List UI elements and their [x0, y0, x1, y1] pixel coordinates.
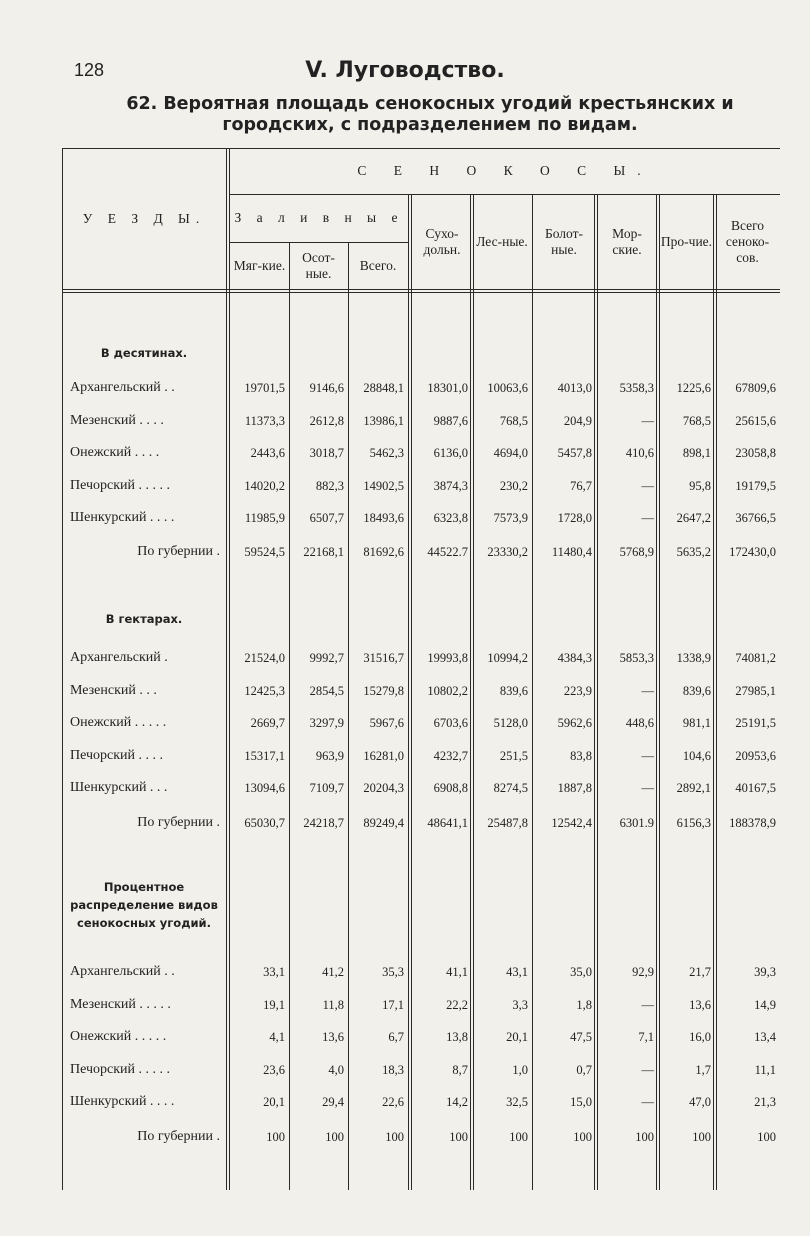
cell-value: 9887,6 — [433, 413, 468, 428]
cell-value: 14,2 — [446, 1095, 468, 1109]
total-value: 100 — [635, 1130, 654, 1144]
cell-value: 11373,3 — [244, 413, 285, 428]
cell-value: — — [641, 748, 654, 763]
total-value: 6156,3 — [676, 816, 711, 830]
cell-value: 25615,6 — [735, 413, 776, 428]
total-value: 48641,1 — [427, 816, 468, 830]
cell-value: 1,8 — [576, 997, 592, 1012]
cell-value: 2854,5 — [309, 683, 344, 698]
cell-value: 1728,0 — [557, 511, 592, 525]
cell-value: 29,4 — [322, 1095, 344, 1109]
cell-value: 12425,3 — [244, 683, 285, 698]
row-label: Архангельский . — [70, 650, 168, 665]
cell-value: — — [641, 997, 654, 1012]
cell-value: 7,1 — [638, 1030, 654, 1044]
cell-value: 5853,3 — [619, 651, 654, 665]
total-value: 44522.7 — [427, 545, 468, 559]
chapter-heading: V. Луговодство. — [305, 58, 505, 83]
cell-value: 47,5 — [570, 1030, 592, 1044]
header-zalivnye: З а л и в н ы е — [234, 210, 404, 225]
cell-value: 39,3 — [754, 965, 776, 979]
header-col-6: Мор-ские. — [612, 225, 642, 257]
cell-value: 1887,8 — [557, 781, 592, 795]
cell-value: 41,1 — [446, 965, 468, 979]
header-col-5: Болот-ные. — [544, 225, 584, 257]
cell-value: 6703,6 — [433, 716, 468, 730]
cell-value: 768,5 — [499, 413, 528, 428]
row-label: Архангельский . . — [70, 380, 175, 395]
cell-value: 40167,5 — [735, 781, 776, 795]
data-table — [62, 148, 780, 1190]
cell-value: 410,6 — [625, 446, 654, 460]
cell-value: 15279,8 — [363, 683, 404, 698]
cell-value: 10994,2 — [487, 651, 528, 665]
header-col-7: Про-чие. — [660, 233, 713, 249]
row-label: Печорский . . . . . — [70, 1061, 171, 1077]
row-label: Шенкурский . . . . — [70, 1094, 175, 1109]
cell-value: 15317,1 — [244, 748, 285, 763]
cell-value: 6323,8 — [433, 511, 468, 525]
cell-value: 768,5 — [682, 413, 711, 428]
cell-value: 3297,9 — [309, 716, 344, 730]
cell-value: 6908,8 — [433, 781, 468, 795]
cell-value: 6,7 — [388, 1030, 404, 1044]
total-value: 100 — [325, 1130, 344, 1144]
cell-value: 882,3 — [315, 478, 344, 493]
cell-value: 2443,6 — [250, 446, 285, 460]
cell-value: 95,8 — [689, 478, 711, 493]
cell-value: 11985,9 — [244, 511, 285, 525]
cell-value: 839,6 — [499, 683, 528, 698]
cell-value: 23,6 — [263, 1062, 285, 1077]
cell-value: 19179,5 — [735, 478, 776, 493]
cell-value: 4384,3 — [557, 651, 592, 665]
header-col-4: Лес-ные. — [476, 233, 528, 249]
cell-value: — — [641, 413, 654, 428]
cell-value: 10802,2 — [427, 683, 468, 698]
cell-value: 448,6 — [625, 716, 654, 730]
header-col-3: Сухо-дольн. — [423, 225, 461, 257]
cell-value: — — [641, 478, 654, 493]
cell-value: 11,8 — [322, 997, 344, 1012]
cell-value: 20204,3 — [363, 781, 404, 795]
row-label: Архангельский . . — [70, 964, 175, 979]
cell-value: 5962,6 — [557, 716, 592, 730]
cell-value: 15,0 — [570, 1095, 592, 1109]
cell-value: 22,6 — [382, 1095, 404, 1109]
cell-value: 1,0 — [512, 1062, 528, 1077]
cell-value: 16,0 — [689, 1030, 711, 1044]
cell-value: 74081,2 — [735, 651, 776, 665]
cell-value: 4,0 — [328, 1062, 344, 1077]
row-label: Онежский . . . . . — [70, 715, 167, 730]
cell-value: 43,1 — [506, 965, 528, 979]
table-left-rule — [62, 148, 63, 1190]
row-label: Мезенский . . . — [70, 682, 157, 698]
header-col-1: Осот-ные. — [302, 249, 335, 281]
cell-value: 7573,9 — [493, 511, 528, 525]
cell-value: 23058,8 — [735, 446, 776, 460]
cell-value: 16281,0 — [363, 748, 404, 763]
header-bottom-rule-2 — [62, 292, 780, 293]
cell-value: 13,4 — [754, 1030, 776, 1044]
cell-value: 14902,5 — [363, 478, 404, 493]
cell-value: 2612,8 — [309, 413, 344, 428]
cell-value: 0,7 — [576, 1062, 592, 1077]
cell-value: 67809,6 — [735, 381, 776, 395]
cell-value: 14,9 — [754, 997, 776, 1012]
total-value: 65030,7 — [244, 816, 285, 830]
cell-value: 36766,5 — [735, 511, 776, 525]
cell-value: 13,6 — [322, 1030, 344, 1044]
cell-value: 5358,3 — [619, 381, 654, 395]
cell-value: — — [641, 683, 654, 698]
cell-value: 35,3 — [382, 965, 404, 979]
cell-value: 20,1 — [263, 1095, 285, 1109]
cell-value: — — [641, 781, 654, 795]
cell-value: 13094,6 — [244, 781, 285, 795]
cell-value: 21524,0 — [244, 651, 285, 665]
cell-value: 9146,6 — [309, 381, 344, 395]
row-label: Онежский . . . . . — [70, 1029, 167, 1044]
table-title — [110, 94, 750, 136]
cell-value: 17,1 — [382, 997, 404, 1012]
total-value: 81692,6 — [363, 545, 404, 559]
cell-value: 204,9 — [563, 413, 592, 428]
total-value: 6301.9 — [619, 816, 654, 830]
cell-value: 19701,5 — [244, 381, 285, 395]
cell-value: 83,8 — [570, 748, 592, 763]
header-col-8: Всего сеноко-сов. — [725, 217, 770, 265]
total-value: 24218,7 — [303, 816, 344, 830]
cell-value: 32,5 — [506, 1095, 528, 1109]
total-value: 12542,4 — [551, 816, 592, 830]
cell-value: 33,1 — [263, 965, 285, 979]
total-value: 100 — [757, 1130, 776, 1144]
cell-value: 18301,0 — [427, 381, 468, 395]
cell-value: 4232,7 — [433, 748, 468, 763]
cell-value: 7109,7 — [309, 781, 344, 795]
cell-value: 981,1 — [682, 716, 711, 730]
section-title-0: В десятинах. — [100, 346, 188, 360]
cell-value: 20953,6 — [735, 748, 776, 763]
cell-value: 20,1 — [506, 1030, 528, 1044]
total-value: 100 — [449, 1130, 468, 1144]
cell-value: 2669,7 — [250, 716, 285, 730]
cell-value: 76,7 — [570, 478, 592, 493]
total-value: 89249,4 — [363, 816, 404, 830]
cell-value: 21,7 — [689, 965, 711, 979]
total-value: 100 — [692, 1130, 711, 1144]
cell-value: 18493,6 — [363, 511, 404, 525]
section-title-2: Процентное распределение видов сенокосных угодий. — [70, 880, 218, 930]
cell-value: — — [641, 511, 654, 525]
total-label: По губернии . — [137, 815, 220, 830]
row-label: Печорский . . . . — [70, 747, 164, 763]
cell-value: 104,6 — [682, 748, 711, 763]
cell-value: 92,9 — [632, 965, 654, 979]
total-value: 100 — [385, 1130, 404, 1144]
cell-value: 35,0 — [570, 965, 592, 979]
section-title-1: В гектарах. — [105, 612, 183, 626]
total-label: По губернии . — [137, 1129, 220, 1144]
cell-value: 1,7 — [695, 1062, 711, 1077]
total-value: 11480,4 — [551, 545, 592, 559]
cell-value: 839,6 — [682, 683, 711, 698]
header-uezdy: У Е З Д Ы. — [82, 210, 206, 226]
table-number: 62. — [126, 94, 158, 114]
row-label: Печорский . . . . . — [70, 477, 171, 493]
cell-value: 10063,6 — [487, 381, 528, 395]
cell-value: 898,1 — [682, 446, 711, 460]
cell-value: 5462,3 — [369, 446, 404, 460]
cell-value: 4013,0 — [557, 381, 592, 395]
total-label: По губернии . — [137, 544, 220, 559]
header-senokosy: С Е Н О К О С Ы. — [357, 163, 653, 178]
cell-value: 2647,2 — [676, 511, 711, 525]
page-number: 128 — [74, 60, 105, 80]
total-value: 188378,9 — [729, 816, 776, 830]
cell-value: 3018,7 — [309, 446, 344, 460]
total-value: 100 — [509, 1130, 528, 1144]
total-value: 22168,1 — [303, 545, 344, 559]
cell-value: 5128,0 — [493, 716, 528, 730]
total-value: 23330,2 — [487, 545, 528, 559]
cell-value: 223,9 — [563, 683, 592, 698]
cell-value: 3874,3 — [433, 478, 468, 493]
cell-value: 19,1 — [263, 997, 285, 1012]
cell-value: — — [641, 1095, 654, 1109]
cell-value: 14020,2 — [244, 478, 285, 493]
cell-value: 4,1 — [269, 1030, 285, 1044]
cell-value: 28848,1 — [363, 381, 404, 395]
cell-value: 27985,1 — [735, 683, 776, 698]
total-value: 100 — [573, 1130, 592, 1144]
cell-value: 11,1 — [754, 1062, 776, 1077]
row-label: Шенкурский . . . — [70, 780, 168, 795]
cell-value: 13986,1 — [363, 413, 404, 428]
header-col-0: Мяг-кие. — [233, 257, 286, 273]
cell-value: 963,9 — [315, 748, 344, 763]
header-bottom-rule — [62, 289, 780, 290]
row-label: Мезенский . . . . — [70, 412, 164, 428]
total-value: 172430,0 — [729, 545, 776, 559]
cell-value: 13,8 — [446, 1030, 468, 1044]
row-label: Онежский . . . . — [70, 445, 160, 460]
cell-value: 19993,8 — [427, 651, 468, 665]
cell-value: 9992,7 — [309, 651, 344, 665]
total-value: 100 — [266, 1130, 285, 1144]
cell-value: 18,3 — [382, 1062, 404, 1077]
total-value: 59524,5 — [244, 545, 285, 559]
cell-value: 251,5 — [499, 748, 528, 763]
cell-value: — — [641, 1062, 654, 1077]
cell-value: 41,2 — [322, 965, 344, 979]
cell-value: 13,6 — [689, 997, 711, 1012]
cell-value: 6507,7 — [309, 511, 344, 525]
cell-value: 22,2 — [446, 997, 468, 1012]
cell-value: 8,7 — [452, 1062, 468, 1077]
row-label: Шенкурский . . . . — [70, 510, 175, 525]
cell-value: 5457,8 — [557, 446, 592, 460]
cell-value: 21,3 — [754, 1095, 776, 1109]
total-value: 25487,8 — [487, 816, 528, 830]
cell-value: 8274,5 — [493, 781, 528, 795]
cell-value: 25191,5 — [735, 716, 776, 730]
total-value: 5768,9 — [619, 545, 654, 559]
cell-value: 230,2 — [499, 478, 528, 493]
cell-value: 2892,1 — [676, 781, 711, 795]
cell-value: 4694,0 — [493, 446, 528, 460]
cell-value: 1225,6 — [676, 381, 711, 395]
cell-value: 5967,6 — [369, 716, 404, 730]
cell-value: 6136,0 — [433, 446, 468, 460]
table-title-text: Вероятная площадь сенокосных угодий крестьянских и городских, с подразделением по видам. — [163, 94, 734, 135]
header-col-2: Всего. — [359, 257, 397, 273]
total-value: 5635,2 — [676, 545, 711, 559]
row-label: Мезенский . . . . . — [70, 996, 171, 1012]
cell-value: 1338,9 — [676, 651, 711, 665]
cell-value: 47,0 — [689, 1095, 711, 1109]
cell-value: 31516,7 — [363, 651, 404, 665]
cell-value: 3,3 — [512, 997, 528, 1012]
